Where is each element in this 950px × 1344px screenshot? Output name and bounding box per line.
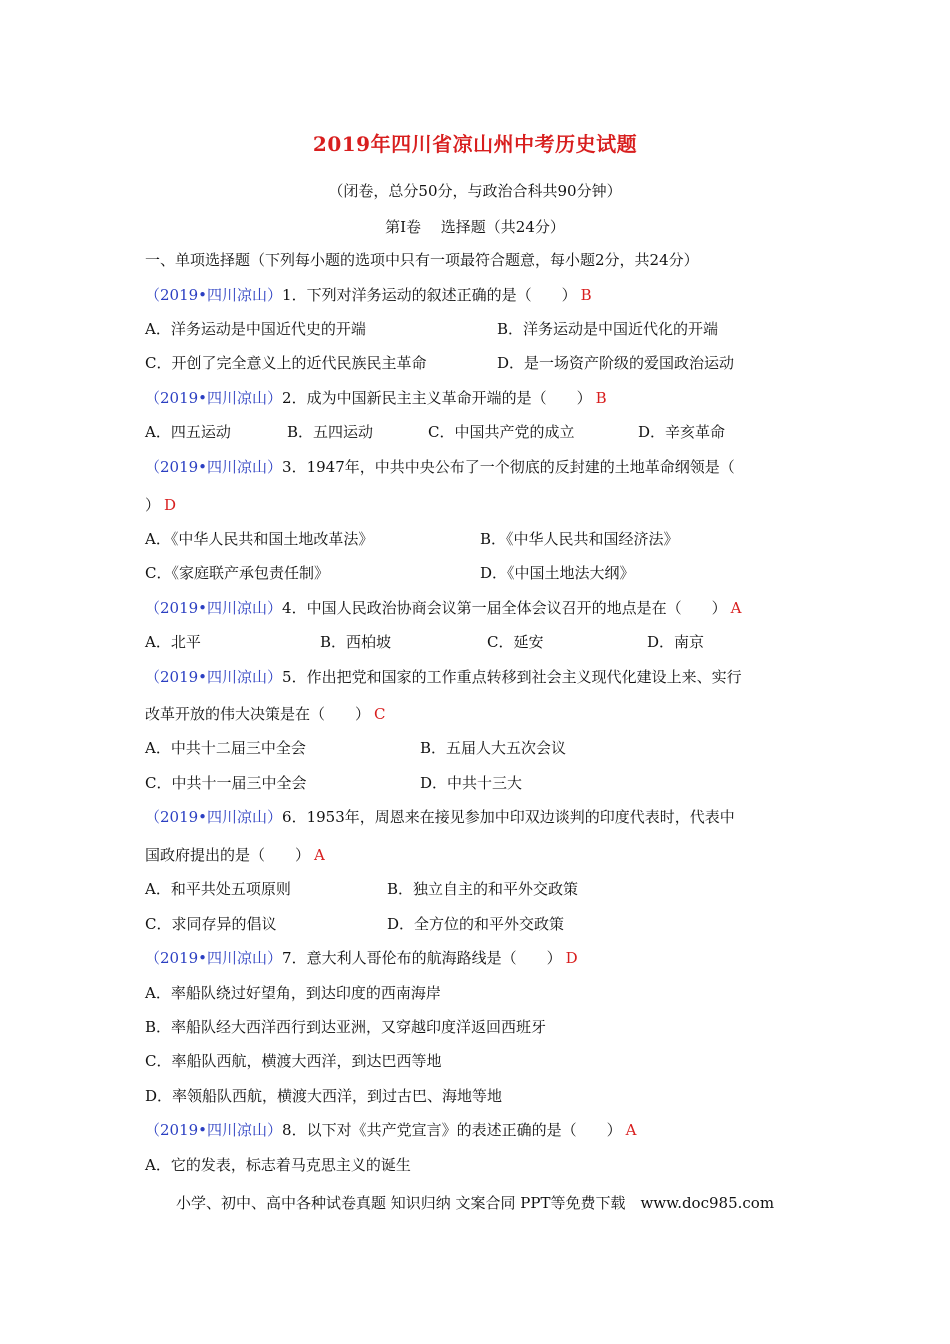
question-6-continued [145,844,325,866]
option-a: A．北平 [145,633,201,651]
question-stem: 5．作出把党和国家的工作重点转移到社会主义现代化建设上来、实行 [282,668,742,686]
answer-key: A [730,599,742,617]
exam-info: （闭卷，总分50分，与政治合科共90分钟） [328,182,622,200]
option-d: D．《中国土地法大纲》 [480,564,635,582]
page-title: 2019年四川省凉山州中考历史试题 [312,132,638,156]
option-c: C．延安 [487,633,544,651]
question-8 [145,1119,636,1141]
question-5-continued [145,703,386,725]
option-a: A．中共十二届三中全会 [145,739,306,757]
option-c: C．率船队西航，横渡大西洋，到达巴西等地 [145,1052,442,1070]
option-a: A．它的发表，标志着马克思主义的诞生 [145,1156,411,1174]
question-2 [145,387,607,409]
question-stem-continued: ） [145,496,161,514]
option-c: C．求同存异的倡议 [145,915,277,933]
answer-key: B [580,286,592,304]
option-d: D．中共十三大 [420,774,523,792]
answer-key: B [595,389,607,407]
answer-key: A [314,846,325,864]
option-a: A．《中华人民共和国土地改革法》 [145,530,374,548]
section-heading: 一、单项选择题（下列每小题的选项中只有一项最符合题意，每小题2分，共24分） [145,251,699,269]
question-source: （2019•四川凉山） [145,599,283,617]
question-stem: 4．中国人民政治协商会议第一届全体会议召开的地点是在（ ） [282,599,727,617]
question-source: （2019•四川凉山） [145,389,283,407]
option-b: B．独立自主的和平外交政策 [387,880,579,898]
option-c: C．《家庭联产承包责任制》 [145,564,329,582]
question-stem: 8．以下对《共产党宣言》的表述正确的是（ ） [282,1121,622,1139]
option-d: D．率领船队西航，横渡大西洋，到过古巴、海地等地 [145,1087,503,1105]
question-7 [145,947,578,969]
question-stem-continued: 改革开放的伟大决策是在（ ） [145,705,371,723]
question-stem: 7．意大利人哥伦布的航海路线是（ ） [282,949,562,967]
question-3 [145,456,735,478]
option-b: B．《中华人民共和国经济法》 [480,530,679,548]
option-d: D．辛亥革命 [638,423,726,441]
question-source: （2019•四川凉山） [145,668,283,686]
page-footer: 小学、初中、高中各种试卷真题 知识归纳 文案合同 PPT等免费下载 www.doc985.com [175,1194,775,1212]
question-source: （2019•四川凉山） [145,458,283,476]
option-c: C．中国共产党的成立 [428,423,575,441]
question-1 [145,284,592,306]
answer-key: A [625,1121,637,1139]
option-b: B．西柏坡 [320,633,392,651]
option-d: D．全方位的和平外交政策 [387,915,565,933]
question-5 [145,666,742,688]
question-source: （2019•四川凉山） [145,949,283,967]
option-a: A．和平共处五项原则 [145,880,291,898]
answer-key: D [164,496,177,514]
option-d: D．南京 [647,633,705,651]
option-d: D．是一场资产阶级的爱国政治运动 [497,354,735,372]
question-source: （2019•四川凉山） [145,808,283,826]
question-stem: 6．1953年，周恩来在接见参加中印双边谈判的印度代表时，代表中 [282,808,735,826]
question-stem: 2．成为中国新民主主义革命开端的是（ ） [282,389,592,407]
question-source: （2019•四川凉山） [145,286,283,304]
option-b: B．洋务运动是中国近代化的开端 [497,320,719,338]
option-c: C．开创了完全意义上的近代民族民主革命 [145,354,427,372]
question-6 [145,806,735,828]
option-a: A．洋务运动是中国近代史的开端 [145,320,366,338]
question-4 [145,597,741,619]
answer-key: D [565,949,578,967]
option-a: A．率船队绕过好望角，到达印度的西南海岸 [145,984,441,1002]
option-c: C．中共十一届三中全会 [145,774,307,792]
option-b: B．五四运动 [287,423,374,441]
option-a: A．四五运动 [145,423,231,441]
volume-heading: 第Ⅰ卷 选择题（共24分） [385,218,565,236]
question-source: （2019•四川凉山） [145,1121,283,1139]
option-b: B．五届人大五次会议 [420,739,567,757]
question-3-continued [145,494,176,516]
option-b: B．率船队经大西洋西行到达亚洲，又穿越印度洋返回西班牙 [145,1018,547,1036]
question-stem: 3．1947年，中共中央公布了一个彻底的反封建的土地革命纲领是（ [282,458,735,476]
answer-key: C [374,705,386,723]
question-stem-continued: 国政府提出的是（ ） [145,846,311,864]
question-stem: 1．下列对洋务运动的叙述正确的是（ ） [282,286,577,304]
